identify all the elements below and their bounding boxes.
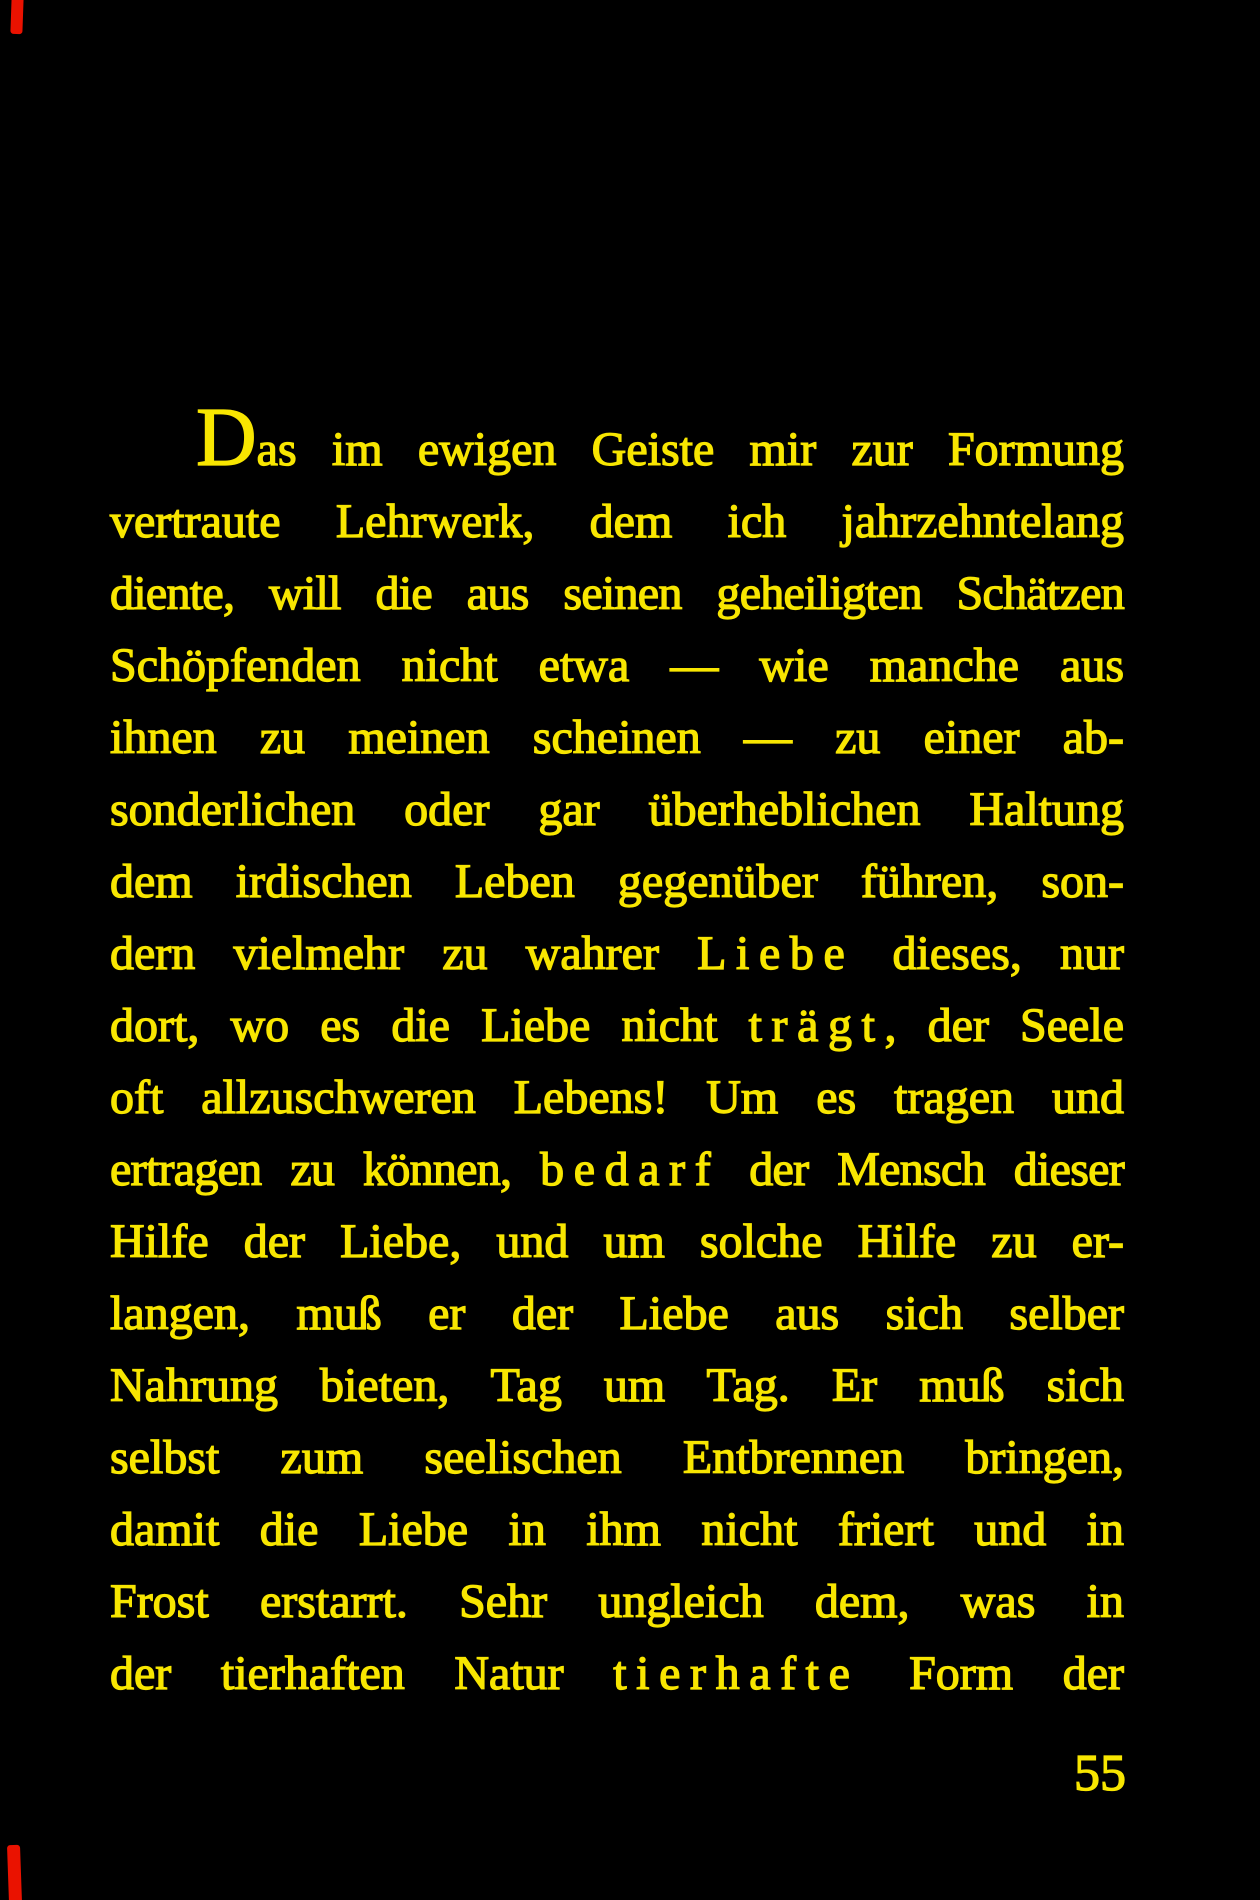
text-line — [110, 630, 1124, 702]
text-line — [110, 846, 1124, 918]
text-line — [110, 1062, 1124, 1134]
text-line — [110, 1566, 1124, 1638]
text-segment: sonderlichen oder gar überheblichen Haltung — [110, 783, 1124, 836]
text-line — [110, 1278, 1124, 1350]
text-line — [110, 1206, 1124, 1278]
text-segment: Liebe — [697, 927, 855, 980]
text-segment: ertragen zu können, — [110, 1143, 541, 1196]
text-segment: tierhafte — [613, 1647, 860, 1700]
text-segment: trägt — [748, 999, 885, 1052]
text-line — [110, 990, 1124, 1062]
text-segment: oft allzuschweren Lebens! Um es tragen und — [110, 1071, 1124, 1124]
text-segment: dem irdischen Leben gegenüber führen, son- — [110, 855, 1124, 908]
scan-mark-bottom — [7, 1845, 22, 1900]
text-segment: ihnen zu meinen scheinen — zu einer ab- — [110, 711, 1124, 764]
text-segment: as im ewigen Geiste mir zur Formung — [256, 423, 1124, 476]
text-line — [110, 1422, 1124, 1494]
page-number: 55 — [1074, 1745, 1126, 1802]
text-segment: diente, will die aus seinen geheiligten Schätzen — [110, 567, 1124, 620]
text-segment: dern vielmehr zu wahrer — [110, 927, 698, 980]
text-segment: bedarf — [540, 1143, 721, 1196]
text-line — [110, 1134, 1124, 1206]
text-line — [110, 774, 1124, 846]
text-line — [110, 486, 1124, 558]
text-segment: damit die Liebe in ihm nicht friert und in — [110, 1503, 1124, 1556]
text-segment: Form der — [859, 1647, 1125, 1700]
text-line — [110, 1638, 1124, 1710]
text-segment: Frost erstarrt. Sehr ungleich dem, was in — [110, 1575, 1124, 1628]
text-segment: Hilfe der Liebe, und um solche Hilfe zu er- — [110, 1215, 1124, 1268]
text-segment: selbst zum seelischen Entbrennen bringen, — [110, 1431, 1124, 1484]
text-line — [110, 1350, 1124, 1422]
text-segment: langen, muß er der Liebe aus sich selber — [110, 1287, 1124, 1340]
text-segment: vertraute Lehrwerk, dem ich jahrzehntelang — [110, 495, 1124, 548]
scan-mark-top — [10, 0, 23, 34]
text-line — [110, 558, 1124, 630]
text-segment: der tierhaften Natur — [110, 1647, 614, 1700]
text-segment: Schöpfenden nicht etwa — wie manche aus — [110, 639, 1124, 692]
text-segment: Nahrung bieten, Tag um Tag. Er muß sich — [110, 1359, 1124, 1412]
text-segment: dieses, nur — [854, 927, 1124, 980]
text-line — [110, 918, 1124, 990]
text-line — [110, 702, 1124, 774]
text-segment: , der Seele — [884, 999, 1124, 1052]
text-line — [110, 1494, 1124, 1566]
body-paragraph — [110, 391, 1125, 1710]
text-line — [110, 391, 1124, 486]
text-segment: der Mensch dieser — [720, 1143, 1125, 1196]
drop-cap: D — [196, 391, 257, 484]
text-segment: dort, wo es die Liebe nicht — [110, 999, 749, 1052]
